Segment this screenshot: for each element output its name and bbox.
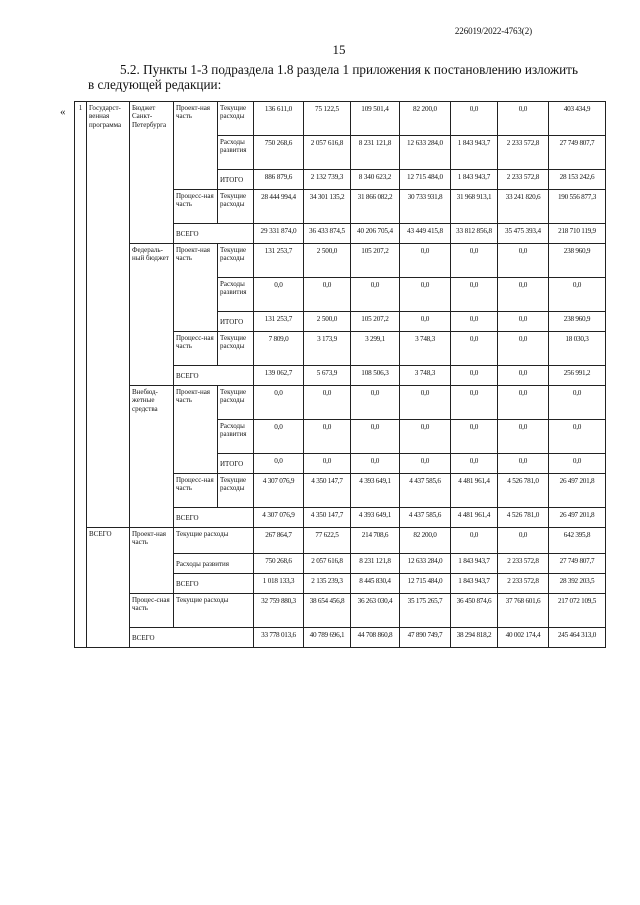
value-cell: 36 450 874,6 <box>451 594 498 628</box>
value-cell: 43 449 415,8 <box>400 224 451 244</box>
label-current-expenses: Текущие расходы <box>174 594 254 628</box>
value-cell: 77 622,5 <box>304 528 351 554</box>
table-row <box>75 386 606 420</box>
value-cell: 108 506,3 <box>351 366 400 386</box>
value-cell: 8 445 830,4 <box>351 574 400 594</box>
label-vsego: ВСЕГО <box>130 628 254 648</box>
part-process: Процесс-ная часть <box>174 332 218 366</box>
value-cell: 2 233 572,8 <box>498 554 549 574</box>
value-cell: 0,0 <box>451 332 498 366</box>
value-cell: 886 879,6 <box>254 170 304 190</box>
value-cell: 3 173,9 <box>304 332 351 366</box>
row-total-value: 26 497 201,8 <box>549 508 606 528</box>
value-cell: 2 233 572,8 <box>498 170 549 190</box>
value-cell: 2 135 239,3 <box>304 574 351 594</box>
value-cell: 33 241 820,6 <box>498 190 549 224</box>
value-cell: 0,0 <box>451 454 498 474</box>
value-cell: 0,0 <box>400 244 451 278</box>
value-cell: 2 057 616,8 <box>304 136 351 170</box>
value-cell: 4 481 961,4 <box>451 508 498 528</box>
value-cell: 0,0 <box>254 386 304 420</box>
row-total-value: 0,0 <box>549 278 606 312</box>
label-development-expenses: Расходы развития <box>218 420 254 454</box>
row-number-cell: 1 <box>75 102 87 648</box>
label-current-expenses: Текущие расходы <box>174 528 254 554</box>
document-number: 226019/2022-4763(2) <box>454 26 532 36</box>
value-cell: 750 268,6 <box>254 554 304 574</box>
row-total-value: 190 556 877,3 <box>549 190 606 224</box>
value-cell: 214 708,6 <box>351 528 400 554</box>
value-cell: 0,0 <box>351 420 400 454</box>
value-cell: 75 122,5 <box>304 102 351 136</box>
value-cell: 0,0 <box>498 528 549 554</box>
value-cell: 2 132 739,3 <box>304 170 351 190</box>
part-project: Проект-ная часть <box>174 102 218 190</box>
row-total-value: 27 749 807,7 <box>549 554 606 574</box>
label-current-expenses: Текущие расходы <box>218 102 254 136</box>
value-cell: 0,0 <box>400 454 451 474</box>
row-total-value: 642 395,8 <box>549 528 606 554</box>
part-process: Процесс-ная часть <box>174 474 218 508</box>
value-cell: 3 299,1 <box>351 332 400 366</box>
part-project: Проект-ная часть <box>174 244 218 332</box>
value-cell: 36 263 030,4 <box>351 594 400 628</box>
value-cell: 0,0 <box>451 102 498 136</box>
table-row <box>75 528 606 554</box>
value-cell: 35 175 265,7 <box>400 594 451 628</box>
value-cell: 1 843 943,7 <box>451 574 498 594</box>
value-cell: 105 207,2 <box>351 244 400 278</box>
value-cell: 4 350 147,7 <box>304 508 351 528</box>
label-itogo: ИТОГО <box>218 454 254 474</box>
source-federal-budget: Федераль-ный бюджет <box>130 244 174 386</box>
value-cell: 0,0 <box>304 420 351 454</box>
value-cell: 0,0 <box>351 454 400 474</box>
heading-line-2: в следующей редакции: <box>88 77 222 92</box>
value-cell: 2 233 572,8 <box>498 574 549 594</box>
value-cell: 37 768 601,6 <box>498 594 549 628</box>
value-cell: 0,0 <box>400 312 451 332</box>
page-number: 15 <box>332 42 346 57</box>
label-development-expenses: Расходы развития <box>174 554 254 574</box>
value-cell: 0,0 <box>351 278 400 312</box>
value-cell: 0,0 <box>451 386 498 420</box>
value-cell: 33 812 856,8 <box>451 224 498 244</box>
value-cell: 40 002 174,4 <box>498 628 549 648</box>
value-cell: 1 843 943,7 <box>451 136 498 170</box>
value-cell: 28 444 994,4 <box>254 190 304 224</box>
value-cell: 44 708 860,8 <box>351 628 400 648</box>
value-cell: 0,0 <box>400 420 451 454</box>
row-total-value: 0,0 <box>549 420 606 454</box>
value-cell: 0,0 <box>498 312 549 332</box>
row-total-value: 0,0 <box>549 386 606 420</box>
value-cell: 47 890 749,7 <box>400 628 451 648</box>
value-cell: 35 475 393,4 <box>498 224 549 244</box>
part-process: Процесс-ная часть <box>174 190 218 224</box>
section-heading <box>62 62 602 92</box>
value-cell: 5 673,9 <box>304 366 351 386</box>
value-cell: 38 654 456,8 <box>304 594 351 628</box>
value-cell: 34 301 135,2 <box>304 190 351 224</box>
table-row <box>75 102 606 136</box>
row-total-value: 238 960,9 <box>549 244 606 278</box>
value-cell: 0,0 <box>498 102 549 136</box>
value-cell: 36 433 874,5 <box>304 224 351 244</box>
value-cell: 2 500,0 <box>304 312 351 332</box>
table-row <box>75 244 606 278</box>
table-row <box>75 628 606 648</box>
value-cell: 12 633 284,0 <box>400 136 451 170</box>
row-total-value: 403 434,9 <box>549 102 606 136</box>
value-cell: 31 968 913,1 <box>451 190 498 224</box>
value-cell: 29 331 874,0 <box>254 224 304 244</box>
value-cell: 0,0 <box>498 332 549 366</box>
label-current-expenses: Текущие расходы <box>218 244 254 278</box>
value-cell: 32 759 880,3 <box>254 594 304 628</box>
value-cell: 0,0 <box>304 454 351 474</box>
value-cell: 30 733 931,8 <box>400 190 451 224</box>
value-cell: 4 481 961,4 <box>451 474 498 508</box>
value-cell: 0,0 <box>498 244 549 278</box>
value-cell: 38 294 818,2 <box>451 628 498 648</box>
value-cell: 0,0 <box>451 278 498 312</box>
row-total-value: 28 392 203,5 <box>549 574 606 594</box>
value-cell: 1 018 133,3 <box>254 574 304 594</box>
value-cell: 0,0 <box>498 386 549 420</box>
label-development-expenses: Расходы развития <box>218 278 254 312</box>
value-cell: 7 809,0 <box>254 332 304 366</box>
value-cell: 4 526 781,0 <box>498 474 549 508</box>
value-cell: 12 715 484,0 <box>400 170 451 190</box>
value-cell: 4 393 649,1 <box>351 508 400 528</box>
value-cell: 131 253,7 <box>254 312 304 332</box>
part-project: Проект-ная часть <box>174 386 218 474</box>
value-cell: 0,0 <box>400 386 451 420</box>
value-cell: 0,0 <box>451 420 498 454</box>
source-spb-budget: Бюджет Санкт-Петербурга <box>130 102 174 244</box>
label-itogo: ИТОГО <box>218 170 254 190</box>
label-vsego: ВСЕГО <box>174 508 254 528</box>
value-cell: 0,0 <box>451 312 498 332</box>
heading-line-1: 5.2. Пункты 1-3 подраздела 1.8 раздела 1 приложения к постановлению изложить <box>120 62 578 77</box>
value-cell: 33 778 013,6 <box>254 628 304 648</box>
value-cell: 0,0 <box>304 386 351 420</box>
row-total-value: 0,0 <box>549 454 606 474</box>
value-cell: 1 843 943,7 <box>451 554 498 574</box>
label-current-expenses: Текущие расходы <box>218 332 254 366</box>
value-cell: 4 350 147,7 <box>304 474 351 508</box>
value-cell: 750 268,6 <box>254 136 304 170</box>
row-total-value: 256 991,2 <box>549 366 606 386</box>
row-total-value: 245 464 313,0 <box>549 628 606 648</box>
value-cell: 3 748,3 <box>400 332 451 366</box>
value-cell: 0,0 <box>254 420 304 454</box>
label-vsego: ВСЕГО <box>174 224 254 244</box>
value-cell: 12 633 284,0 <box>400 554 451 574</box>
value-cell: 0,0 <box>254 278 304 312</box>
value-cell: 8 231 121,8 <box>351 136 400 170</box>
label-development-expenses: Расходы развития <box>218 136 254 170</box>
value-cell: 4 393 649,1 <box>351 474 400 508</box>
value-cell: 136 611,0 <box>254 102 304 136</box>
value-cell: 0,0 <box>498 366 549 386</box>
value-cell: 4 437 585,6 <box>400 508 451 528</box>
value-cell: 8 340 623,2 <box>351 170 400 190</box>
row-total-value: 217 072 109,5 <box>549 594 606 628</box>
value-cell: 0,0 <box>351 386 400 420</box>
value-cell: 82 200,0 <box>400 528 451 554</box>
value-cell: 0,0 <box>451 528 498 554</box>
value-cell: 0,0 <box>400 278 451 312</box>
value-cell: 4 307 076,9 <box>254 508 304 528</box>
source-extrabudgetary: Внебюд-жетные средства <box>130 386 174 528</box>
value-cell: 31 866 082,2 <box>351 190 400 224</box>
grand-total-label: ВСЕГО <box>87 528 130 648</box>
row-total-value: 26 497 201,8 <box>549 474 606 508</box>
value-cell: 2 057 616,8 <box>304 554 351 574</box>
value-cell: 8 231 121,8 <box>351 554 400 574</box>
label-current-expenses: Текущие расходы <box>218 190 254 224</box>
label-current-expenses: Текущие расходы <box>218 474 254 508</box>
row-total-value: 18 030,3 <box>549 332 606 366</box>
value-cell: 267 864,7 <box>254 528 304 554</box>
value-cell: 40 789 696,1 <box>304 628 351 648</box>
value-cell: 12 715 484,0 <box>400 574 451 594</box>
value-cell: 139 062,7 <box>254 366 304 386</box>
value-cell: 1 843 943,7 <box>451 170 498 190</box>
program-label: Государст-венная программа <box>87 102 130 528</box>
label-itogo: ИТОГО <box>218 312 254 332</box>
label-vsego: ВСЕГО <box>174 366 254 386</box>
value-cell: 109 501,4 <box>351 102 400 136</box>
part-process-total: Процес-сная часть <box>130 594 174 628</box>
value-cell: 0,0 <box>254 454 304 474</box>
label-vsego: ВСЕГО <box>174 574 254 594</box>
value-cell: 0,0 <box>451 244 498 278</box>
row-total-value: 27 749 807,7 <box>549 136 606 170</box>
value-cell: 131 253,7 <box>254 244 304 278</box>
value-cell: 0,0 <box>451 366 498 386</box>
table-row <box>75 594 606 628</box>
row-total-value: 238 960,9 <box>549 312 606 332</box>
value-cell: 0,0 <box>498 454 549 474</box>
label-current-expenses: Текущие расходы <box>218 386 254 420</box>
value-cell: 4 307 076,9 <box>254 474 304 508</box>
row-total-value: 218 710 119,9 <box>549 224 606 244</box>
value-cell: 0,0 <box>304 278 351 312</box>
opening-quote-mark: « <box>60 106 66 118</box>
value-cell: 2 500,0 <box>304 244 351 278</box>
value-cell: 0,0 <box>498 420 549 454</box>
value-cell: 0,0 <box>498 278 549 312</box>
value-cell: 40 206 705,4 <box>351 224 400 244</box>
budget-table <box>74 101 606 648</box>
value-cell: 4 526 781,0 <box>498 508 549 528</box>
value-cell: 3 748,3 <box>400 366 451 386</box>
value-cell: 105 207,2 <box>351 312 400 332</box>
row-total-value: 28 153 242,6 <box>549 170 606 190</box>
value-cell: 4 437 585,6 <box>400 474 451 508</box>
value-cell: 82 200,0 <box>400 102 451 136</box>
part-project-total: Проект-ная часть <box>130 528 174 594</box>
value-cell: 2 233 572,8 <box>498 136 549 170</box>
